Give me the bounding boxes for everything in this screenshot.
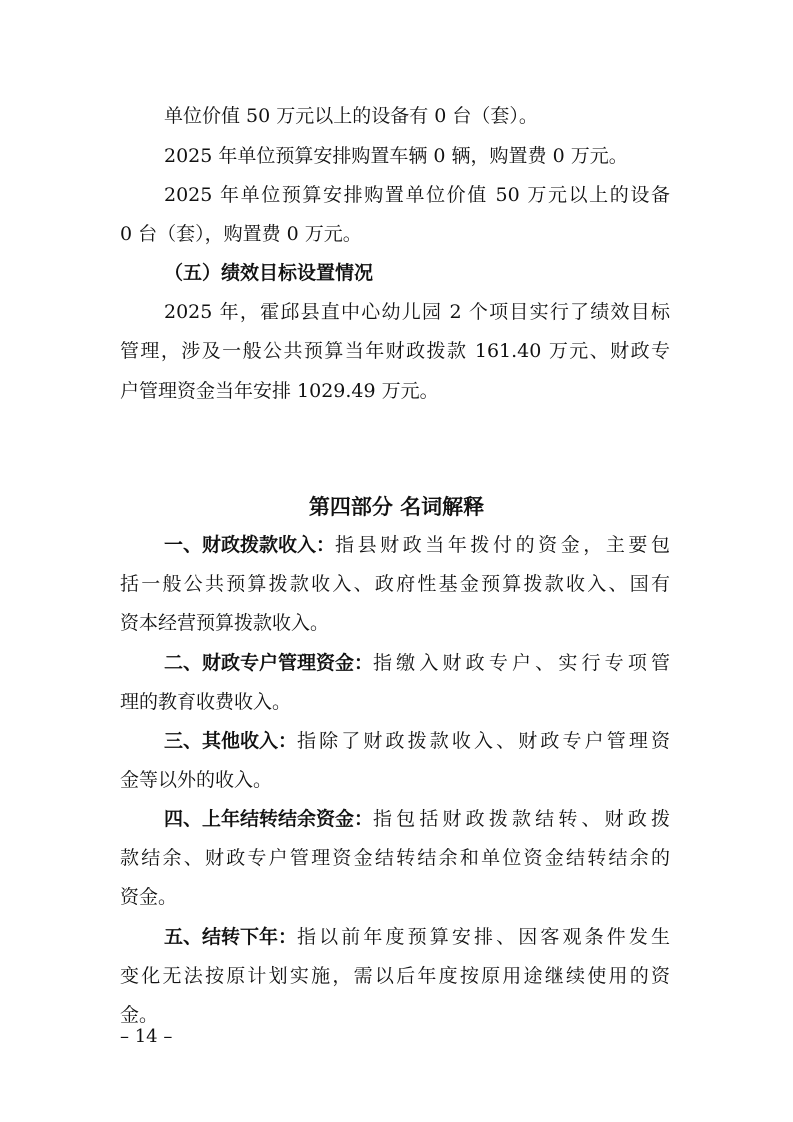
- section-heading: （五）绩效目标设置情况: [164, 262, 374, 284]
- paragraph-line: 管理，涉及一般公共预算当年财政拨款 161.40 万元、财政专: [120, 340, 670, 362]
- paragraph-line: 括一般公共预算拨款收入、政府性基金预算拨款收入、国有: [120, 573, 670, 595]
- paragraph-line: 金。: [120, 1004, 159, 1026]
- term-label: 五、结转下年：: [164, 926, 298, 948]
- term-first-line: [164, 807, 670, 831]
- term-definition: 指县财政当年拨付的资金，主要包: [335, 534, 670, 556]
- paragraph-line: 资金。: [120, 886, 178, 908]
- term-label: 三、其他收入：: [164, 730, 298, 752]
- paragraph-line: 2025 年单位预算安排购置单位价值 50 万元以上的设备: [164, 184, 670, 206]
- term-label: 四、上年结转结余资金：: [164, 808, 374, 830]
- term-label: 二、财政专户管理资金：: [164, 652, 374, 674]
- paragraph-line: 资本经营预算拨款收入。: [120, 612, 330, 634]
- page-number: – 14 –: [120, 1026, 173, 1047]
- term-definition: 指除了财政拨款收入、财政专户管理资: [297, 730, 670, 752]
- term-first-line: [164, 651, 670, 675]
- paragraph-line: 2025 年，霍邱县直中心幼儿园 2 个项目实行了绩效目标: [164, 301, 670, 323]
- term-definition: 指以前年度预算安排、因客观条件发生: [297, 926, 670, 948]
- paragraph-line: 金等以外的收入。: [120, 769, 273, 791]
- term-first-line: [164, 533, 670, 557]
- paragraph-line: 0 台（套），购置费 0 万元。: [120, 223, 362, 245]
- term-first-line: [164, 729, 670, 753]
- paragraph-line: 户管理资金当年安排 1029.49 万元。: [120, 380, 439, 402]
- paragraph-line: 理的教育收费收入。: [120, 691, 292, 713]
- paragraph-line: 变化无法按原计划实施，需以后年度按原用途继续使用的资: [120, 965, 670, 987]
- term-definition: 指缴入财政专户、实行专项管: [373, 652, 670, 674]
- term-first-line: [164, 925, 670, 949]
- term-label: 一、财政拨款收入：: [164, 534, 336, 556]
- page-title: 第四部分 名词解释: [308, 495, 485, 519]
- paragraph-line: 单位价值 50 万元以上的设备有 0 台（套）。: [164, 105, 538, 127]
- paragraph-line: 款结余、财政专户管理资金结转结余和单位资金结转结余的: [120, 847, 670, 869]
- term-definition: 指包括财政拨款结转、财政拨: [373, 808, 670, 830]
- paragraph-line: 2025 年单位预算安排购置车辆 0 辆，购置费 0 万元。: [164, 145, 628, 167]
